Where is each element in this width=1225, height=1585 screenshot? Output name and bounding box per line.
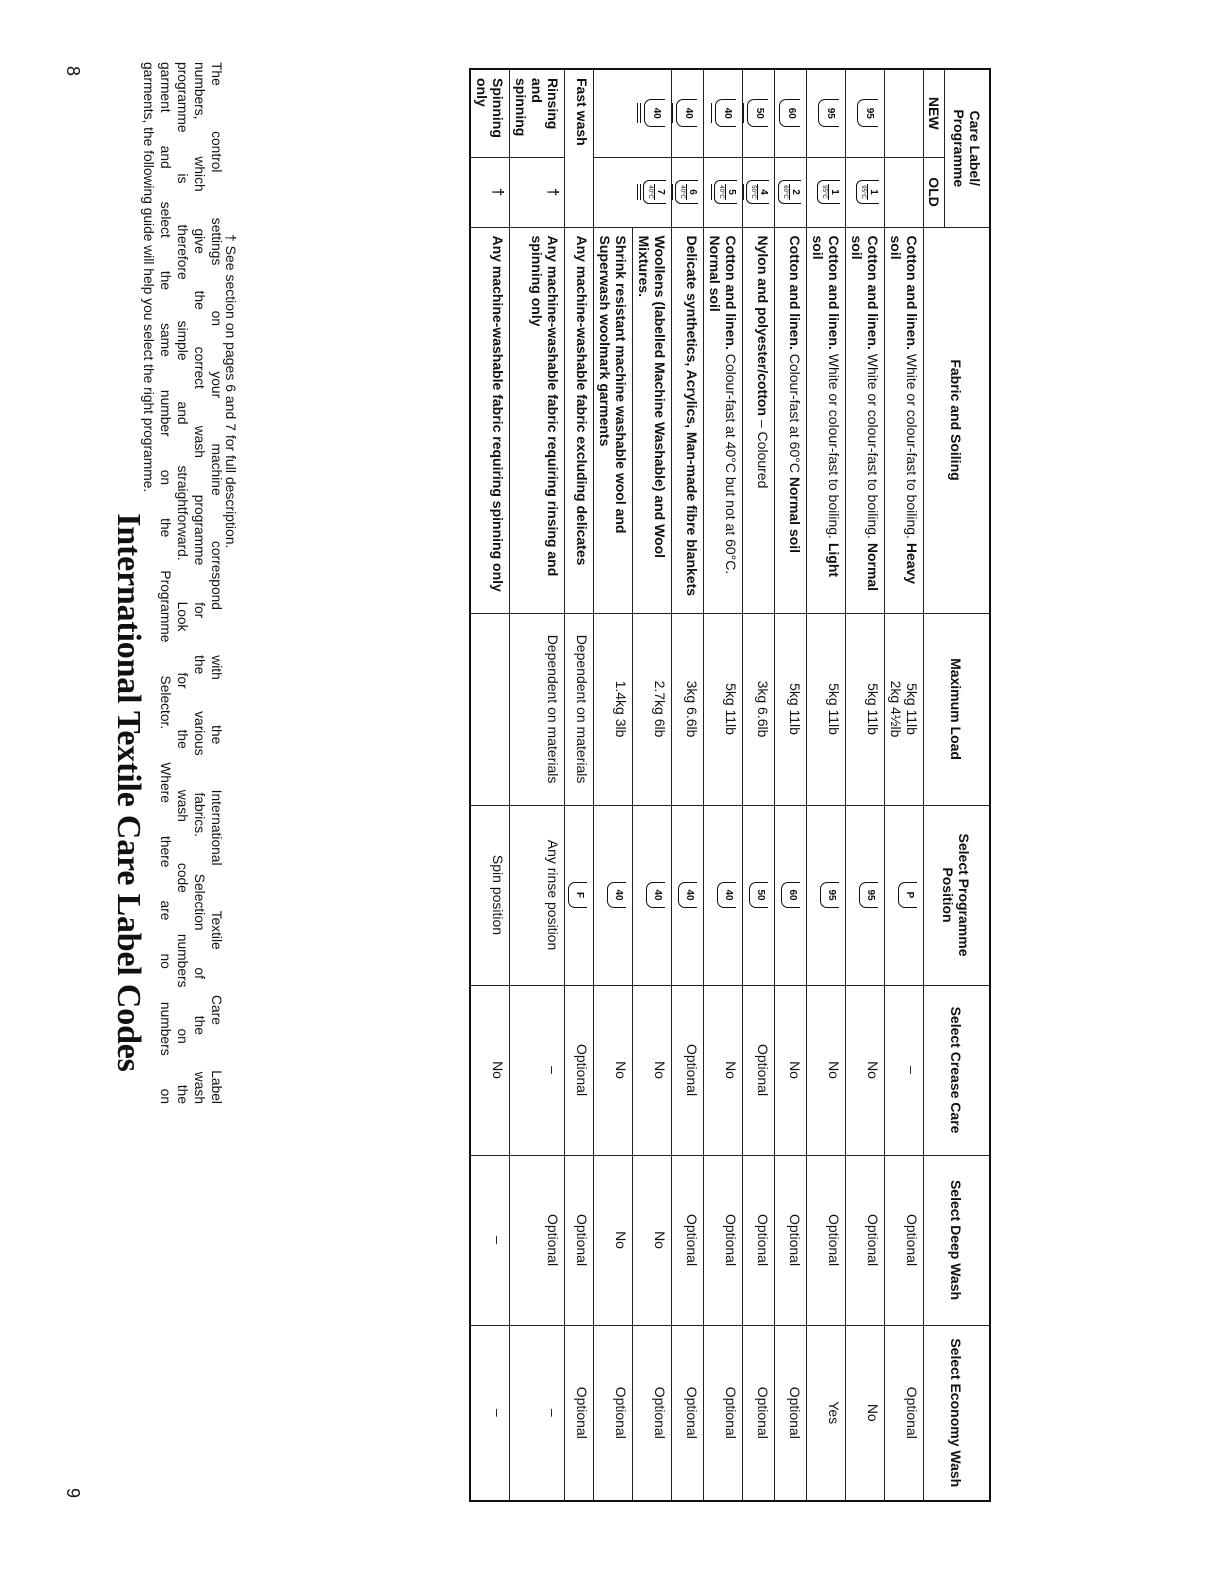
fabric-text: White or colour-fast to boiling.: [865, 349, 881, 543]
programme-tub-icon: [859, 882, 878, 908]
fabric-bold: Delicate synthetics, Acrylics, Man-made fibre blankets: [684, 235, 700, 597]
fabric-and-soiling: [704, 227, 743, 613]
crease-care: No: [846, 985, 885, 1155]
dagger-mark: †: [544, 187, 561, 197]
programme-position: Spin position: [470, 805, 510, 985]
old-label-number: 1: [829, 189, 840, 195]
max-load: 3kg 6.6lb: [672, 613, 704, 805]
table-row: [565, 69, 594, 1501]
fabric-and-soiling: [885, 227, 924, 613]
programme-number: 40: [684, 889, 695, 901]
header-programme-position: Select Programme Position: [924, 805, 991, 985]
deep-wash: Optional: [510, 1155, 565, 1325]
table-row: [885, 69, 924, 1501]
programme-tub-icon: [898, 882, 917, 908]
economy-wash: Yes: [807, 1325, 846, 1501]
care-label-new: Spinning only: [470, 69, 510, 157]
fabric-text: White or colour-fast to boiling.: [904, 349, 920, 543]
old-label-number: 1: [868, 189, 879, 195]
deep-wash: Optional: [885, 1155, 924, 1325]
old-label-icon: [643, 180, 666, 204]
deep-wash: No: [594, 1155, 633, 1325]
economy-wash: No: [846, 1325, 885, 1501]
header-fabric: Fabric and Soiling: [924, 227, 991, 613]
max-load: 1.4kg 3lb: [594, 613, 633, 805]
header-crease-care: Select Crease Care: [924, 985, 991, 1155]
programme-position: [633, 805, 672, 985]
max-load: 5kg 11lb: [846, 613, 885, 805]
crease-care: No: [633, 985, 672, 1155]
programme-tub-icon: [820, 882, 839, 908]
fabric-text: Colour-fast at 60°C: [787, 349, 803, 477]
soil-level: Normal soil: [849, 235, 881, 592]
programme-tub-icon: [749, 882, 768, 908]
page-title: International Textile Care Label Codes: [110, 513, 147, 1072]
economy-wash: Optional: [704, 1325, 743, 1501]
wash-tub-icon: [715, 99, 736, 127]
deep-wash: –: [470, 1155, 510, 1325]
programme-tub-icon: [781, 882, 800, 908]
deep-wash: Optional: [807, 1155, 846, 1325]
fabric-bold: Cotton and linen.: [904, 235, 920, 350]
economy-wash: Optional: [672, 1325, 704, 1501]
programme-number: 40: [613, 889, 624, 901]
max-load: 3kg 6.6lb: [743, 613, 775, 805]
care-label-number: 95: [825, 107, 836, 119]
care-label-old: [743, 157, 775, 227]
old-label-number: 4: [758, 189, 769, 195]
table-row: [846, 69, 885, 1501]
table-row: [633, 69, 672, 1501]
care-label-old: [672, 157, 704, 227]
programme-number: P: [904, 891, 915, 899]
old-label-number: 2: [790, 189, 801, 195]
wash-tub-icon: [747, 99, 768, 127]
programme-number: 40: [723, 889, 734, 901]
old-label-number: 6: [687, 189, 698, 195]
fabric-and-soiling: [775, 227, 807, 613]
deep-wash: Optional: [846, 1155, 885, 1325]
fabric-bold: Any machine-washable fabric excluding delicates: [574, 235, 590, 566]
header-economy-wash: Select Economy Wash: [924, 1325, 991, 1501]
header-new: NEW: [924, 69, 945, 157]
fabric-and-soiling: [594, 227, 633, 613]
crease-care: –: [885, 985, 924, 1155]
fabric-bold: Cotton and linen.: [826, 235, 842, 350]
fabric-and-soiling: [565, 227, 594, 613]
dagger-mark: †: [489, 187, 506, 197]
table-row: [743, 69, 775, 1501]
care-label-old: [704, 157, 743, 227]
fabric-bold: Woollens (labelled Machine Washable) and Wool Mixtures.: [636, 235, 668, 559]
intro-line: programme is therefore simple and straightforward. Look for the wash code numbers on the: [175, 62, 190, 1104]
table-row: [807, 69, 846, 1501]
crease-care: Optional: [743, 985, 775, 1155]
intro-line: The control settings on your machine correspond with the International Textile Care Label: [209, 62, 224, 1104]
programme-position: [807, 805, 846, 985]
care-label-new: Rinsing and spinning: [510, 69, 565, 157]
fabric-bold: Nylon and polyester/cotton: [755, 235, 771, 416]
intro-paragraph: [140, 62, 225, 1104]
programme-tub-icon: [646, 882, 665, 908]
soil-level: Heavy soil: [888, 235, 920, 585]
fabric-bold: Cotton and linen.: [723, 235, 739, 350]
intro-line: garments, the following guide will help you select the right programme.: [141, 62, 156, 493]
care-label-new: [704, 69, 743, 157]
header-max-load: Maximum Load: [924, 613, 991, 805]
programme-number: 60: [787, 889, 798, 901]
crease-care: –: [510, 985, 565, 1155]
fabric-text: – Coloured: [755, 415, 771, 489]
fabric-bold: Cotton and linen.: [865, 235, 881, 350]
crease-care: No: [775, 985, 807, 1155]
max-load: 2.7kg 6lb: [633, 613, 672, 805]
care-label-number: 40: [651, 107, 662, 119]
table-row: [704, 69, 743, 1501]
wash-tub-icon: [676, 99, 697, 127]
max-load: 5kg 11lb: [775, 613, 807, 805]
old-label-icon: [817, 180, 840, 204]
care-label-old: [807, 157, 846, 227]
programme-position: [704, 805, 743, 985]
economy-wash: –: [510, 1325, 565, 1501]
old-label-icon: [714, 180, 737, 204]
deep-wash: Optional: [743, 1155, 775, 1325]
page-number-right: 9: [63, 1488, 83, 1499]
care-label-number: 40: [683, 107, 694, 119]
care-label-new: [775, 69, 807, 157]
old-label-temp: 40°C: [718, 185, 724, 199]
care-label-old: [470, 157, 510, 227]
economy-wash: Optional: [885, 1325, 924, 1501]
soil-level: Light soil: [810, 235, 842, 578]
programme-position: [775, 805, 807, 985]
programme-tub-icon: [607, 882, 626, 908]
deep-wash: Optional: [565, 1155, 594, 1325]
care-label-new: Fast wash: [565, 69, 594, 227]
care-label-number: 95: [864, 107, 875, 119]
fabric-and-soiling: [743, 227, 775, 613]
deep-wash: No: [633, 1155, 672, 1325]
programme-tub-icon: [678, 882, 697, 908]
max-load: 5kg 11lb: [704, 613, 743, 805]
care-label-number: 60: [786, 107, 797, 119]
crease-care: No: [807, 985, 846, 1155]
old-label-temp: 50°C: [750, 185, 756, 199]
footnote: † See section on pages 6 and 7 for full description.: [223, 234, 239, 549]
table-row: [594, 69, 633, 1501]
economy-wash: Optional: [775, 1325, 807, 1501]
crease-care: No: [594, 985, 633, 1155]
max-load: Dependent on materials: [565, 613, 594, 805]
care-label-new: [885, 69, 924, 157]
care-label-old: [510, 157, 565, 227]
care-label-new: [743, 69, 775, 157]
programme-position: [565, 805, 594, 985]
old-label-icon: [746, 180, 769, 204]
programme-number: 50: [755, 889, 766, 901]
header-care-label: Care Label/ Programme: [945, 69, 991, 227]
fabric-bold: Cotton and linen.: [787, 235, 803, 350]
old-label-icon: [675, 180, 698, 204]
care-label-old: [594, 157, 672, 227]
table-row: [470, 69, 510, 1501]
crease-care: Optional: [672, 985, 704, 1155]
deep-wash: Optional: [672, 1155, 704, 1325]
old-label-temp: 60°C: [782, 185, 788, 199]
economy-wash: Optional: [594, 1325, 633, 1501]
care-label-new: [807, 69, 846, 157]
care-label-new: [594, 69, 672, 157]
crease-care: Optional: [565, 985, 594, 1155]
fabric-and-soiling: [633, 227, 672, 613]
programme-position: [594, 805, 633, 985]
old-label-temp: 40°C: [679, 185, 685, 199]
old-label-temp: 40°C: [647, 185, 653, 199]
care-label-old: [846, 157, 885, 227]
economy-wash: Optional: [743, 1325, 775, 1501]
page-number-left: 8: [63, 66, 83, 77]
care-label-number: 40: [722, 107, 733, 119]
max-load: 5kg 11lb 2kg 4½lb: [885, 613, 924, 805]
wash-tub-icon: [857, 99, 878, 127]
deep-wash: Optional: [704, 1155, 743, 1325]
care-label-new: [846, 69, 885, 157]
fabric-and-soiling: [846, 227, 885, 613]
old-label-icon: [778, 180, 801, 204]
max-load: Dependent on materials: [510, 613, 565, 805]
programme-position: [743, 805, 775, 985]
deep-wash: Optional: [775, 1155, 807, 1325]
programme-position: [672, 805, 704, 985]
fabric-and-soiling: [807, 227, 846, 613]
care-label-number: 50: [754, 107, 765, 119]
old-label-temp: 95°C: [821, 185, 827, 199]
soil-level: Normal soil: [707, 235, 723, 312]
fabric-bold: Any machine-washable fabric requiring spinning only: [490, 235, 506, 592]
programme-number: 95: [865, 889, 876, 901]
programme-number: 95: [826, 889, 837, 901]
programme-tub-icon: [568, 882, 587, 908]
economy-wash: –: [470, 1325, 510, 1501]
programme-position: [885, 805, 924, 985]
fabric-text: White or colour-fast to boiling.: [826, 349, 842, 543]
fabric-and-soiling: [510, 227, 565, 613]
intro-line: numbers, which give the correct wash programme for the various fabrics. Selection of the wash: [192, 62, 207, 1104]
fabric-text: Colour-fast at 40°C but not at 60°C.: [723, 349, 739, 575]
max-load: 5kg 11lb: [807, 613, 846, 805]
table-row: [510, 69, 565, 1501]
crease-care: No: [704, 985, 743, 1155]
fabric-and-soiling: [470, 227, 510, 613]
old-label-temp: 95°C: [860, 185, 866, 199]
programme-position: Any rinse position: [510, 805, 565, 985]
programme-number: F: [574, 891, 585, 899]
wash-tub-icon: [779, 99, 800, 127]
soil-level: Normal soil: [787, 476, 803, 554]
programme-tub-icon: [717, 882, 736, 908]
old-label-icon: [856, 180, 879, 204]
economy-wash: Optional: [565, 1325, 594, 1501]
header-old: OLD: [924, 157, 945, 227]
old-label-number: 7: [655, 189, 666, 195]
care-label-new: [672, 69, 704, 157]
fabric-and-soiling: [672, 227, 704, 613]
wash-tub-icon: [644, 99, 665, 127]
programme-position: [846, 805, 885, 985]
intro-line: garment and select the same number on the Programme Selector. Where there are no numbers on: [158, 62, 173, 1104]
care-label-table: [469, 68, 991, 1502]
table-row: [672, 69, 704, 1501]
old-label-number: 5: [726, 189, 737, 195]
wash-tub-icon: [818, 99, 839, 127]
care-label-old: [885, 157, 924, 227]
max-load: [470, 613, 510, 805]
care-label-old: [775, 157, 807, 227]
crease-care: No: [470, 985, 510, 1155]
fabric-bold: Shrink resistant machine washable wool and Superwash woolmark garments: [597, 235, 629, 534]
fabric-bold: Any machine-washable fabric requiring rinsing and spinning only: [529, 235, 561, 577]
programme-number: 40: [652, 889, 663, 901]
table-row: [775, 69, 807, 1501]
header-deep-wash: Select Deep Wash: [924, 1155, 991, 1325]
economy-wash: Optional: [633, 1325, 672, 1501]
